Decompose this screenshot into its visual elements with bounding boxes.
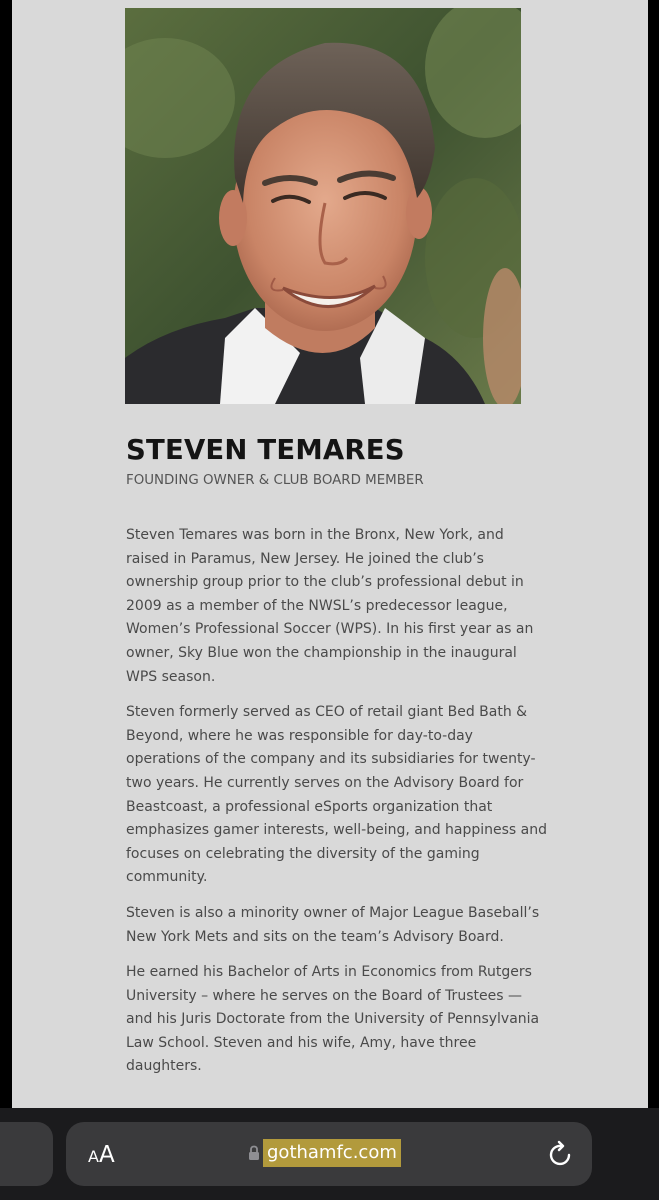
bio-line: Steven Temares was born in the Bronx, New York, and [126,527,504,543]
bio-line: Beastcoast, a professional eSports organization that [126,798,493,815]
web-page[interactable] [12,0,648,1108]
previous-tab-edge[interactable] [0,1122,53,1186]
lock-icon [248,1145,260,1166]
bio-line: He earned his Bachelor of Arts in Economics from Rutgers [126,964,532,981]
bio-line: community. [126,869,208,886]
aa-big-letter: A [98,1142,115,1168]
bio-line: 2009 as a member of the NWSL’s predecessor league, [126,597,508,614]
reload-icon[interactable] [548,1140,574,1173]
bio-line: and his Juris Doctorate from the University of Pennsylvania [126,1011,540,1028]
aa-small-letter: A [88,1147,99,1166]
bio-line: emphasizes gamer interests, well-being, and happiness and [126,822,548,839]
bio-paragraph-4 [126,961,540,1079]
browser-toolbar [0,1108,659,1200]
bio-line: raised in Paramus, New Jersey. He joined the club’s [126,550,484,567]
bio-line: two years. He currently serves on the Advisory Board for [126,774,524,791]
bio-line: Law School. Steven and his wife, Amy, have three [126,1034,477,1051]
profile-name: STEVEN TEMARES [126,434,405,466]
bio-line: Steven formerly served as CEO of retail giant Bed Bath & [126,704,528,721]
bio-line: WPS season. [126,668,216,685]
bio-line: focuses on celebrating the diversity of the gaming [126,845,480,862]
address-bar[interactable] [66,1122,592,1186]
bio-line: owner, Sky Blue won the championship in the inaugural [126,644,517,661]
bio-line: Steven is also a minority owner of Major League Baseball’s [126,904,540,921]
bio-line: New York Mets and sits on the team’s Advisory Board. [126,928,504,945]
bio-line: ownership group prior to the club’s professional debut in [126,574,524,591]
reader-aa-button[interactable] [88,1142,115,1168]
bio-line: daughters. [126,1058,202,1075]
bio-line: operations of the company and its subsidiaries for twenty- [126,751,536,768]
bio-line: Women’s Professional Soccer (WPS). In his first year as an [126,621,534,638]
bio-section [126,524,548,1091]
profile-title: FOUNDING OWNER & CLUB BOARD MEMBER [126,473,424,488]
bio-line: Beyond, where he was responsible for day-to-day [126,727,473,744]
url-text[interactable]: gothamfc.com [263,1139,401,1167]
portrait-photo [125,8,521,404]
portrait-illustration [125,8,521,404]
bio-line: University – where he serves on the Board of Trustees — [126,987,522,1004]
bio-paragraph-2 [126,701,548,890]
bio-paragraph-1 [126,524,534,689]
bio-paragraph-3 [126,902,540,949]
